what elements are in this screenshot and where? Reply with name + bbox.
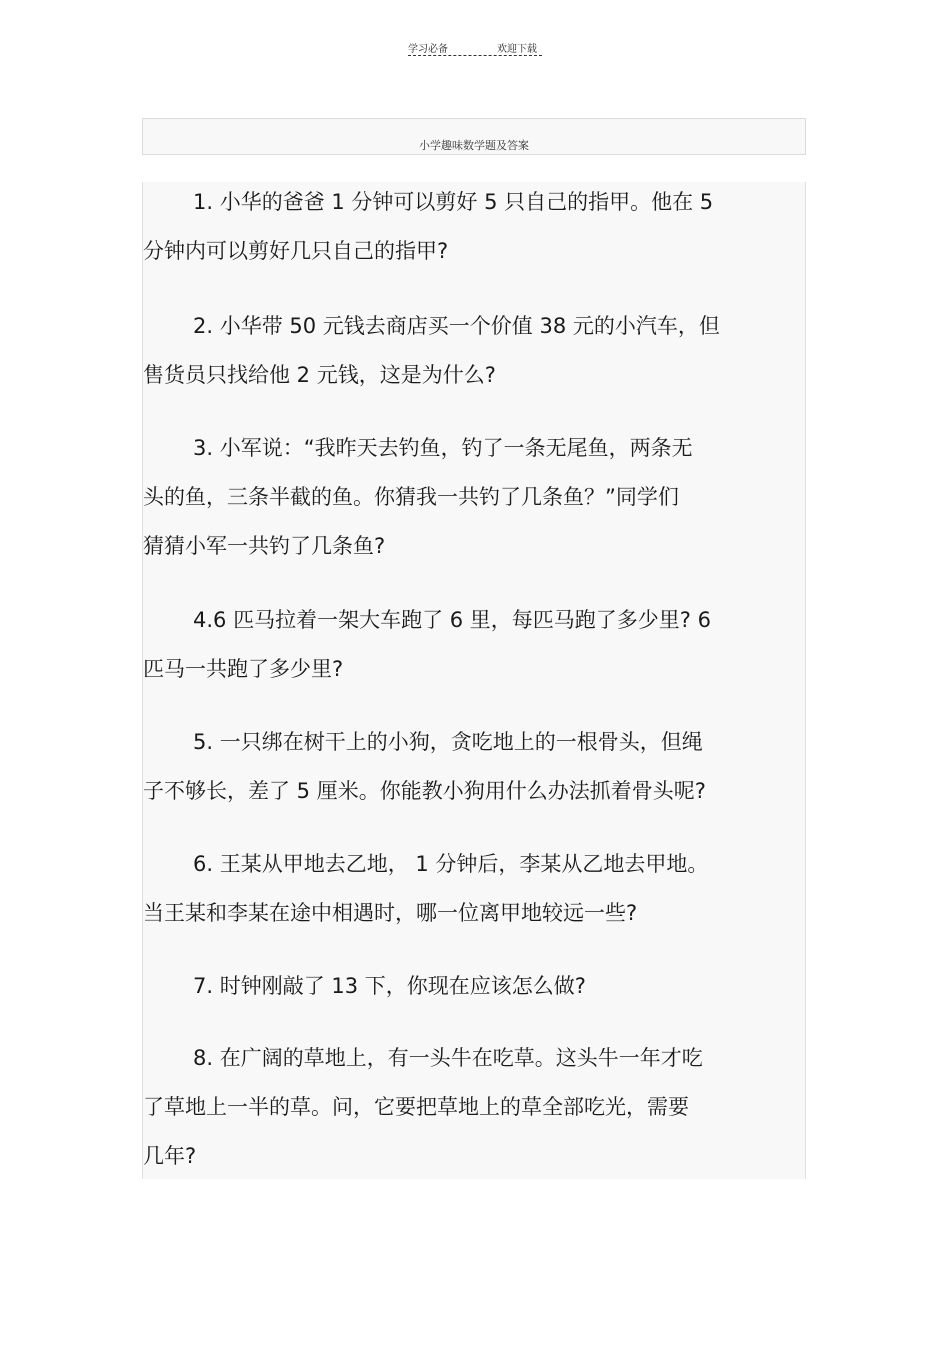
question-line: 3. 小军说：“我昨天去钓鱼，钓了一条无尾鱼，两条无	[193, 436, 693, 460]
question-line: 猜猜小军一共钓了几条鱼?	[143, 534, 386, 558]
question-line: 5. 一只绑在树干上的小狗，贪吃地上的一根骨头，但绳	[193, 730, 703, 754]
question-line: 8. 在广阔的草地上，有一头牛在吃草。这头牛一年才吃	[193, 1046, 703, 1070]
header-right-text: 欢迎下载	[497, 44, 537, 55]
header-left-text: 学习必备	[408, 44, 448, 55]
question-line: 1. 小华的爸爸 1 分钟可以剪好 5 只自己的指甲。他在 5	[193, 190, 714, 214]
header-dashed-rule	[408, 55, 542, 56]
question-line: 几年?	[143, 1144, 197, 1168]
question-line: 售货员只找给他 2 元钱，这是为什么?	[143, 363, 496, 387]
question-line: 分钟内可以剪好几只自己的指甲?	[143, 239, 449, 263]
title-box	[142, 118, 806, 155]
question-line: 头的鱼，三条半截的鱼。你猜我一共钓了几条鱼？”同学们	[143, 485, 679, 509]
question-line: 4.6 匹马拉着一架大车跑了 6 里，每匹马跑了多少里? 6	[193, 608, 711, 632]
question-line: 了草地上一半的草。问，它要把草地上的草全部吃光，需要	[143, 1095, 689, 1119]
question-line: 子不够长，差了 5 厘米。你能教小狗用什么办法抓着骨头呢?	[143, 779, 706, 803]
document-title: 小学趣味数学题及答案	[419, 139, 529, 152]
page-header	[408, 36, 542, 58]
question-line: 匹马一共跑了多少里?	[143, 657, 344, 681]
question-line: 6. 王某从甲地去乙地， 1 分钟后，李某从乙地去甲地。	[193, 852, 709, 876]
question-list	[142, 182, 806, 1179]
question-line: 2. 小华带 50 元钱去商店买一个价值 38 元的小汽车，但	[193, 314, 720, 338]
question-line: 当王某和李某在途中相遇时，哪一位离甲地较远一些?	[143, 901, 638, 925]
question-line: 7. 时钟刚敲了 13 下，你现在应该怎么做?	[193, 974, 586, 998]
